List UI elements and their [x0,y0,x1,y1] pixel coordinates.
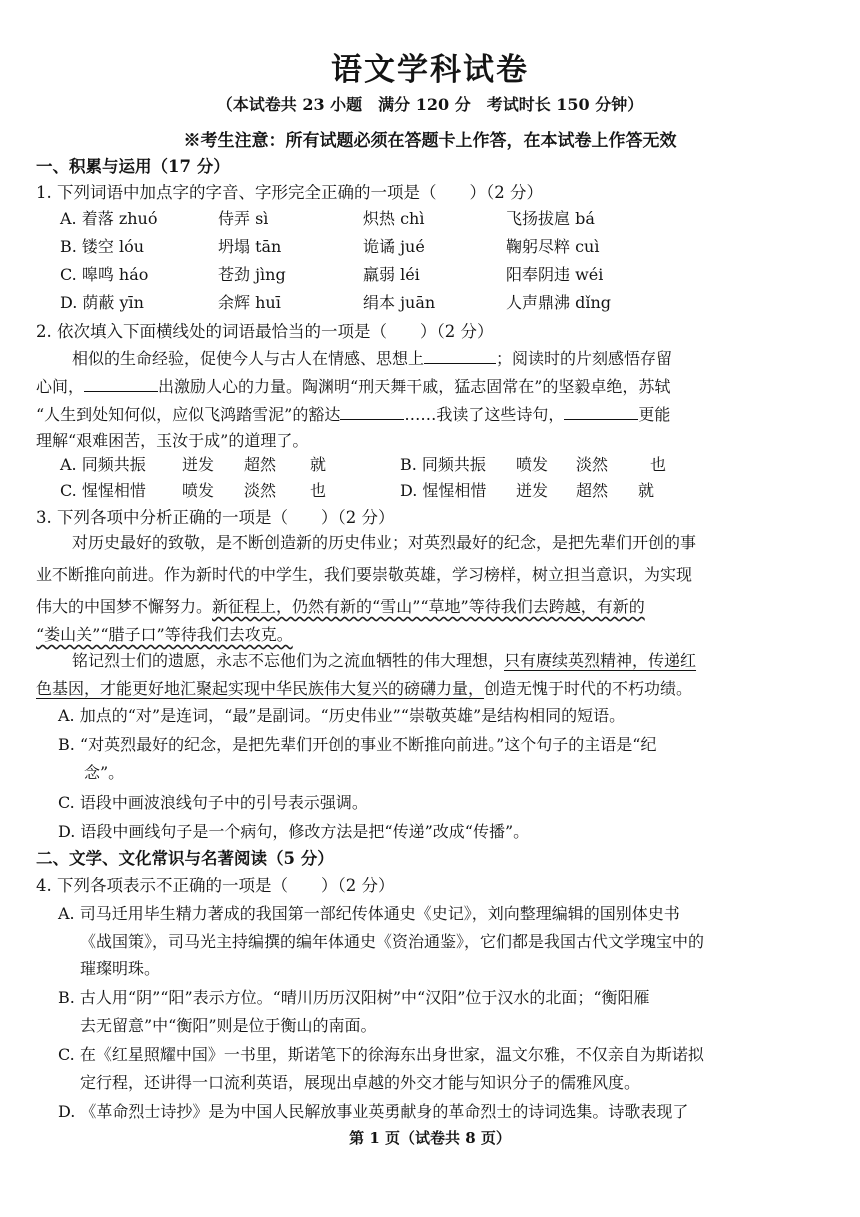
q3-option-b-cont: 念”。 [84,763,125,782]
q3-option-d: D. 语段中画线句子是一个病句，修改方法是把“传递”改成“传播”。 [58,822,530,841]
q2-passage-line: 理解“艰难困苦，玉汝于成”的道理了。 [36,431,309,450]
exam-subtitle: （本试卷共 23 小题 满分 120 分 考试时长 150 分钟） [216,95,644,114]
section1-heading: 一、积累与运用（17 分） [36,157,230,176]
q4-option-c: C. 在《红星照耀中国》一书里，斯诺笔下的徐海东出身世家，温文尔雅，不仅亲自为斯诺拟 [58,1045,704,1064]
q4-option-b: B. 古人用“阴”“阳”表示方位。“晴川历历汉阳树”中“汉阳”位于汉水的北面；“衡阳雁 [58,988,650,1007]
q4-option-a: A. 司马迁用毕生精力著成的我国第一部纪传体通史《史记》，刘向整理编辑的国别体史书 [58,904,680,923]
exam-page: 语文学科试卷 （本试卷共 23 小题 满分 120 分 考试时长 150 分钟） ※考生注意：所有试题必须在答题卡上作答，在本试卷上作答无效 一、积累与运用（17 分） 1. 下列词语中加点字的字音、字形完全正确的一项是（ ）（2 分） A. 着落 zhuó 侍弄 sì 炽热 chì 飞扬拔扈 bá B. 镂空 lóu 坍塌 tān 诡谲 jué 鞠躬尽粹 cuì C. 嗥鸣 háo 苍劲 jìng 羸弱 léi 阳奉阴违 wéi D. 荫蔽 yīn 余辉 huī 绢本 juān 人声鼎沸 dǐng 2. 依次填入下面横线处的词语最恰当的一项是（ ）（2 分） 相似的生命经验，促使今人与古人在情感、思想上 ；阅读时的片刻感悟存留 心间， 出激励人心的力量。陶渊明“刑天舞干戚，猛志固常在”的坚毅卓绝，苏轼 “人生到处知何似，应似飞鸿踏雪泥”的豁达 ……我读了这些诗句， 更能 理解“艰难困苦，玉汝于成”的道理了。 A. 同频共振 迸发 超然 就 B. 同频共振 喷发 淡然 也 C. 惺惺相惜 喷发 淡然 也 D. 惺惺相惜 迸发 超然 就 3. 下列各项中分析正确的一项是（ ）（2 分） 对历史最好的致敬，是不断创造新的历史伟业；对英烈最好的纪念，是把先辈们开创的事 业不断推向前进。作为新时代的中学生，我们要崇敬英雄，学习榜样，树立担当意识，为实现 伟大的中国梦不懈努力。新征程上，仍然有新的“雪山”“草地”等待我们去跨越，有新的 “娄山关”“腊子口”等待我们去攻克。 铭记烈士们的遗愿，永志不忘他们为之流血牺牲的伟大理想，只有赓续英烈精神，传递红 色基因，才能更好地汇聚起实现中华民族伟大复兴的磅礴力量，创造无愧于时代的不朽功绩。 A. 加点的“对”是连词，“最”是副词。“历史伟业”“崇敬英雄”是结构相同的短语。 B. “对英烈最好的纪念，是把先辈们开创的事业不断推向前进。”这个句子的主语是“纪 念”。 C. 语段中画波浪线句子中的引号表示强调。 D. 语段中画线句子是一个病句，修改方法是把“传递”改成“传播”。 二、文学、文化常识与名著阅读（5 分） 4. 下列各项表示不正确的一项是（ ）（2 分） A. 司马迁用毕生精力著成的我国第一部纪传体通史《史记》，刘向整理编辑的国别体史书 《战国策》，司马光主持编撰的编年体通史《资治通鉴》，它们都是我国古代文学瑰宝中的 璀璨明珠。 B. 古人用“阴”“阳”表示方位。“晴川历历汉阳树”中“汉阳”位于汉水的北面；“衡阳雁 去无留意”中“衡阳”则是位于衡山的南面。 C. 在《红星照耀中国》一书里，斯诺笔下的徐海东出身世家，温文尔雅，不仅亲自为斯诺拟 定行程，还讲得一口流利英语，展现出卓越的外交才能与知识分子的儒雅风度。 D. 《革命烈士诗抄》是为中国人民解放事业英勇献身的革命烈士的诗词选集。诗歌表现了 第 1 页（试卷共 8 页） [0,0,860,1217]
q4-option-a-cont: 《战国策》，司马光主持编撰的编年体通史《资治通鉴》，它们都是我国古代文学瑰宝中的 [80,932,705,951]
blank [340,405,404,420]
q3-passage-line: 铭记烈士们的遗愿，永志不忘他们为之流血牺牲的伟大理想，只有赓续英烈精神，传递红 [72,651,697,670]
section2-heading: 二、文学、文化常识与名著阅读（5 分） [36,849,334,868]
page-footer: 第 1 页（试卷共 8 页） [349,1129,511,1147]
q3-passage-line: 对历史最好的致敬，是不断创造新的历史伟业；对英烈最好的纪念，是把先辈们开创的事 [72,533,697,552]
q3-passage-line: 业不断推向前进。作为新时代的中学生，我们要崇敬英雄，学习榜样，树立担当意识，为实现 [36,565,693,584]
q4-option-c-cont: 定行程，还讲得一口流利英语，展现出卓越的外交才能与知识分子的儒雅风度。 [80,1073,641,1092]
q2-passage-line: 相似的生命经验，促使今人与古人在情感、思想上 ；阅读时的片刻感悟存留 [72,349,673,368]
q3-passage-line: 色基因，才能更好地汇聚起实现中华民族伟大复兴的磅礴力量，创造无愧于时代的不朽功绩。 [36,679,693,698]
q4-stem: 4. 下列各项表示不正确的一项是（ ）（2 分） [36,876,395,895]
wavy-underlined-sentence: 新征程上，仍然有新的“雪山”“草地”等待我们去跨越，有新的 [212,597,645,616]
q3-option-c: C. 语段中画波浪线句子中的引号表示强调。 [58,793,368,812]
q3-passage-line: 伟大的中国梦不懈努力。新征程上，仍然有新的“雪山”“草地”等待我们去跨越，有新的 [36,597,645,616]
q3-option-a: A. 加点的“对”是连词，“最”是副词。“历史伟业”“崇敬英雄”是结构相同的短语。 [58,706,626,725]
q3-passage-line [36,622,826,645]
exam-title: 语文学科试卷 [331,52,529,88]
q2-passage-line: 心间， 出激励人心的力量。陶渊明“刑天舞干戚，猛志固常在”的坚毅卓绝，苏轼 [36,377,671,396]
q2-stem: 2. 依次填入下面横线处的词语最恰当的一项是（ ）（2 分） [36,322,494,341]
q3-option-b: B. “对英烈最好的纪念，是把先辈们开创的事业不断推向前进。”这个句子的主语是“纪 [58,735,657,754]
exam-notice: ※考生注意：所有试题必须在答题卡上作答，在本试卷上作答无效 [183,131,677,151]
underlined-sentence: 色基因，才能更好地汇聚起实现中华民族伟大复兴的磅礴力量， [36,679,485,698]
q3-stem: 3. 下列各项中分析正确的一项是（ ）（2 分） [36,508,395,527]
q4-option-d: D. 《革命烈士诗抄》是为中国人民解放事业英勇献身的革命烈士的诗词选集。诗歌表现了 [58,1102,689,1121]
wavy-underlined-sentence: “娄山关”“腊子口”等待我们去攻克。 [36,625,293,644]
underlined-sentence: 只有赓续英烈精神，传递红 [504,651,697,670]
blank [424,349,496,364]
blank [564,405,638,420]
q4-option-a-cont: 璀璨明珠。 [80,959,161,978]
q1-stem: 1. 下列词语中加点字的字音、字形完全正确的一项是（ ）（2 分） [36,183,543,202]
q4-option-b-cont: 去无留意”中“衡阳”则是位于衡山的南面。 [80,1016,377,1035]
q2-passage-line: “人生到处知何似，应似飞鸿踏雪泥”的豁达 ……我读了这些诗句， 更能 [36,405,671,424]
blank [84,377,158,392]
